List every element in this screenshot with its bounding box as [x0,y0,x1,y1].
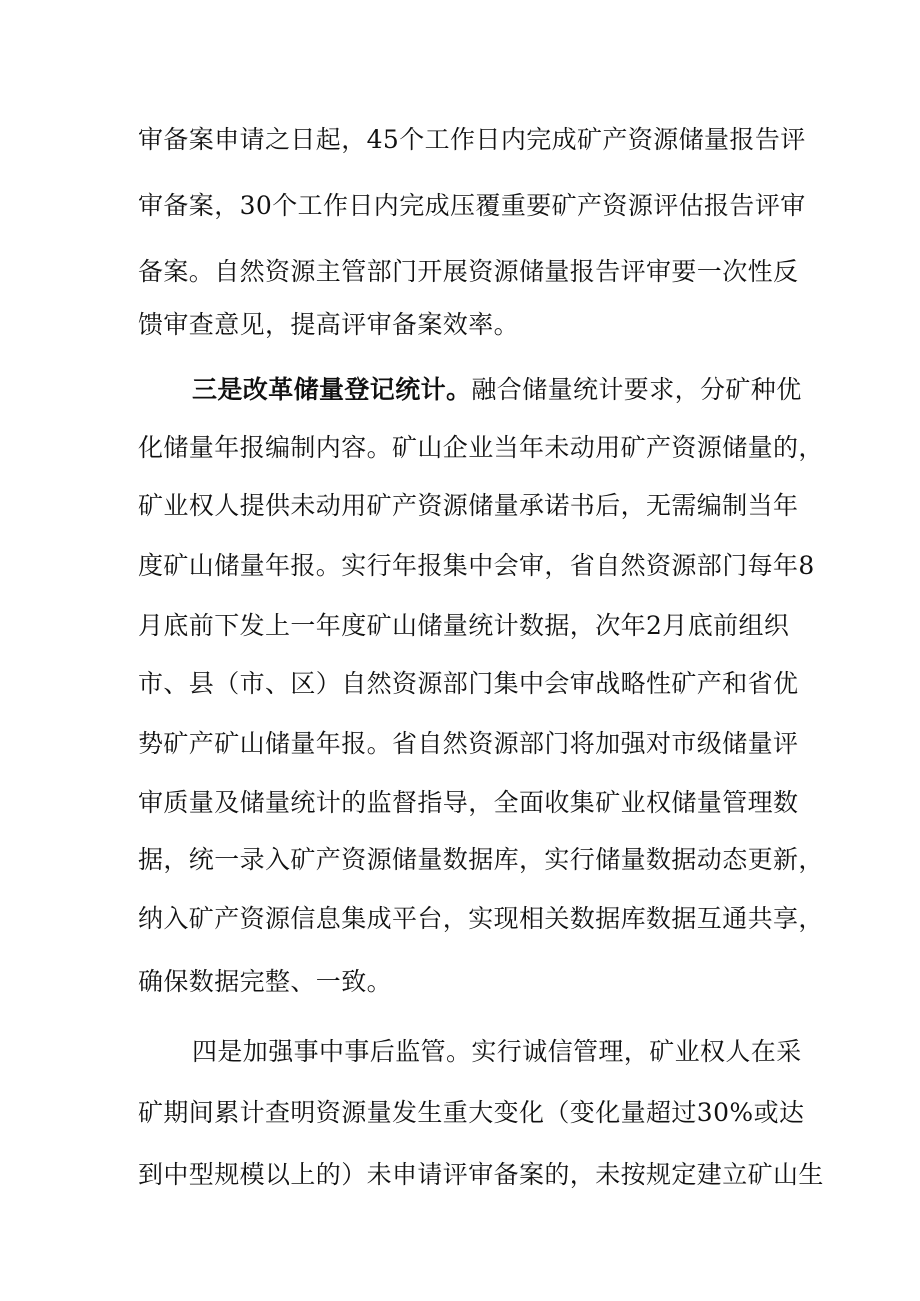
paragraph-line: 四是加强事中事后监管。实行诚信管理，矿业权人在采 [192,1037,802,1066]
paragraph-line: 据，统一录入矿产资源储量数据库，实行储量数据动态更新， [138,845,824,874]
paragraph-line: 势矿产矿山储量年报。省自然资源部门将加强对市级储量评 [138,729,799,758]
paragraph-line: 备案。自然资源主管部门开展资源储量报告评审要一次性反 [138,257,799,286]
section-heading: 三是改革储量登记统计。 [192,375,472,404]
paragraph-line: 市、县（市、区）自然资源部门集中会审战略性矿产和省优 [138,669,799,698]
paragraph-line: 审质量及储量统计的监督指导，全面收集矿业权储量管理数 [138,788,799,817]
paragraph-line: 馈审查意见，提高评审备案效率。 [138,310,520,339]
paragraph-line: 到中型规模以上的）未申请评审备案的，未按规定建立矿山生 [138,1160,824,1189]
paragraph-line: 确保数据完整、一致。 [138,967,393,996]
paragraph-line: 审备案申请之日起，45个工作日内完成矿产资源储量报告评 [138,125,806,154]
paragraph-line: 月底前下发上一年度矿山储量统计数据，次年2月底前组织 [138,611,790,640]
paragraph-line: 矿期间累计查明资源量发生重大变化（变化量超过30%或达 [138,1098,805,1127]
paragraph-line [192,362,802,418]
paragraph-line: 审备案，30个工作日内完成压覆重要矿产资源评估报告评审 [138,191,806,220]
paragraph-line: 化储量年报编制内容。矿山企业当年未动用矿产资源储量的， [138,433,824,462]
paragraph-text: 融合储量统计要求，分矿种优 [471,375,802,404]
paragraph-line: 度矿山储量年报。实行年报集中会审，省自然资源部门每年8 [138,551,815,580]
paragraph-line: 矿业权人提供未动用矿产资源储量承诺书后，无需编制当年 [138,491,799,520]
paragraph-line: 纳入矿产资源信息集成平台，实现相关数据库数据互通共享， [138,904,824,933]
